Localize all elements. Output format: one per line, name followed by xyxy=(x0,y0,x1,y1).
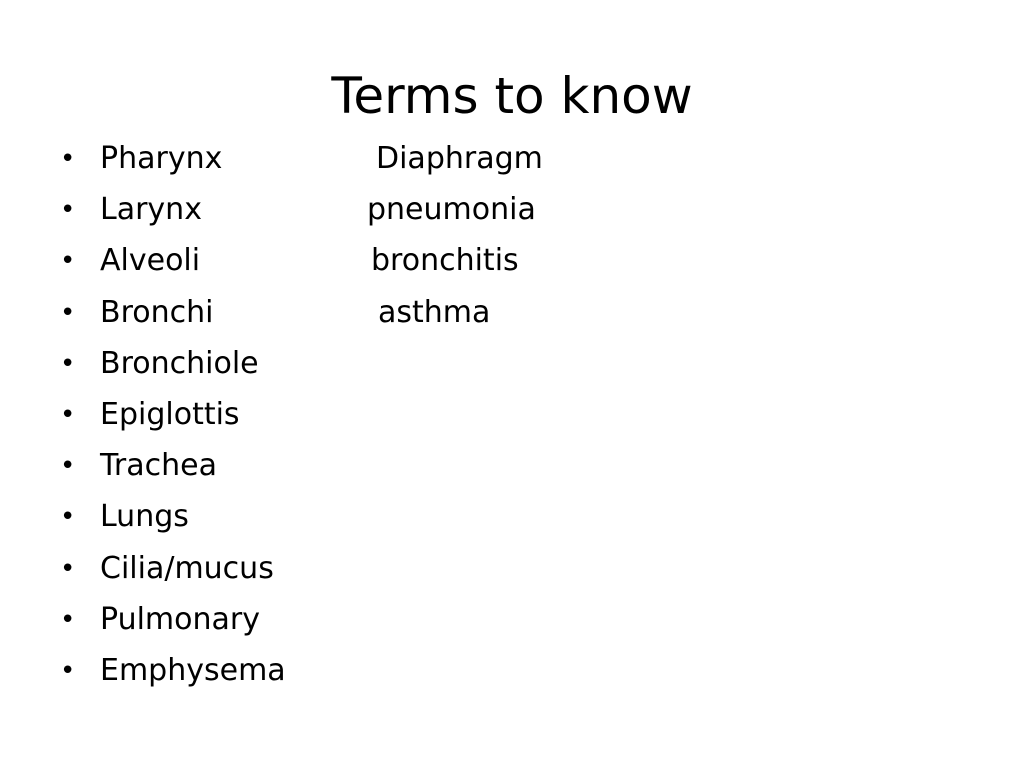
bullet-icon: • xyxy=(60,655,76,686)
list-item xyxy=(0,547,1024,598)
list-item xyxy=(0,342,1024,393)
list-item xyxy=(0,598,1024,649)
bullet-icon: • xyxy=(60,604,76,635)
second-column-term: asthma xyxy=(378,294,491,330)
term-label: Trachea xyxy=(100,448,217,484)
term-label: Alveoli xyxy=(100,243,201,279)
term-label: Epiglottis xyxy=(100,396,240,432)
list-item xyxy=(0,649,1024,700)
second-column-term: bronchitis xyxy=(371,243,519,279)
bullet-icon: • xyxy=(60,451,76,482)
term-label: Emphysema xyxy=(100,652,286,688)
bullet-icon: • xyxy=(60,246,76,277)
list-item xyxy=(0,137,1024,188)
list-item xyxy=(0,444,1024,495)
second-column-term: Diaphragm xyxy=(376,141,543,176)
list-item xyxy=(0,393,1024,444)
bullet-icon: • xyxy=(60,297,76,328)
term-label: Pulmonary xyxy=(100,601,260,637)
term-label: Bronchi xyxy=(100,294,214,330)
term-label: Cilia/mucus xyxy=(100,550,274,586)
list-item xyxy=(0,239,1024,290)
bullet-icon: • xyxy=(60,144,76,174)
list-item xyxy=(0,495,1024,546)
term-label: Pharynx xyxy=(100,141,223,176)
bullet-icon: • xyxy=(60,553,76,584)
term-label: Larynx xyxy=(100,192,202,228)
bullet-icon: • xyxy=(60,195,76,226)
list-item xyxy=(0,291,1024,342)
bullet-icon: • xyxy=(60,502,76,533)
bullet-icon: • xyxy=(60,348,76,379)
bullet-icon: • xyxy=(60,399,76,430)
second-column-term: pneumonia xyxy=(367,192,536,228)
list-item xyxy=(0,188,1024,239)
term-label: Bronchiole xyxy=(100,345,259,381)
slide-title: Terms to know xyxy=(331,67,693,125)
term-label: Lungs xyxy=(100,499,189,535)
bullet-list xyxy=(0,137,1024,700)
